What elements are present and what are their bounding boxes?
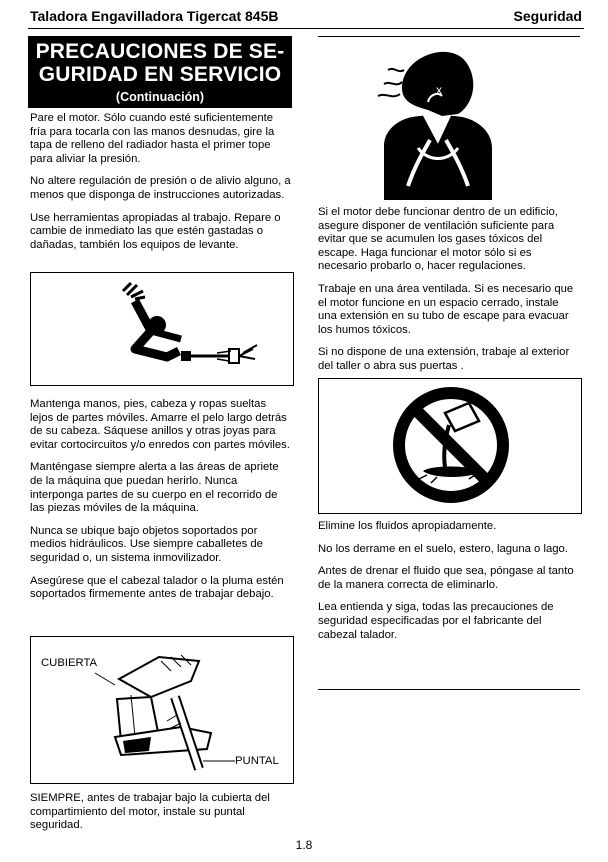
paragraph-support: Asegúrese que el cabezal talador o la pluma estén soportados firmemente antes de trabajar debajo.	[30, 574, 284, 601]
paragraph-pinch-points: Manténgase siempre alerta a las áreas de apriete de la máquina que puedan herirlo. Nunca interponga partes de su cuerpo en el recorrido de las piezas móviles de la máquina.	[30, 461, 279, 515]
paragraph-loose-clothing: Mantenga manos, pies, cabeza y ropas sueltas lejos de partes móviles. Amarre el pelo largo detrás de su cabeza. Sáquese anillos y otras joyas para evitar cortocircuitos y/o enredos con partes móviles.	[30, 398, 290, 451]
paragraph-hydraulics: Nunca se ubique bajo objetos soportados por medios hidráulicos. Use siempre caballetes de seguridad o, un sistema inmovilizador.	[30, 524, 263, 564]
right-column-lower	[318, 520, 580, 651]
paragraph-tools: Use herramientas apropiadas al trabajo. Repare o cambie de inmediato las que estén gastadas o dañadas, también los equipos de levante.	[30, 211, 281, 251]
label-cubierta: CUBIERTA	[41, 657, 98, 669]
right-column-upper	[318, 206, 580, 383]
section-title-line-1: PRECAUCIONES DE SE-	[35, 40, 285, 63]
left-column-middle	[30, 398, 292, 611]
entanglement-icon	[31, 273, 293, 385]
paragraph-before-draining: Antes de drenar el fluido que sea, póngase al tanto de la manera correcta de eliminarlo.	[318, 565, 574, 591]
paragraph-read-follow: Lea entienda y siga, todas las precauciones de seguridad especificadas por el fabricante del cabezal talador.	[318, 601, 554, 641]
section-title-box	[28, 36, 292, 108]
paragraph-dispose-fluids: Elimine los fluidos apropiadamente.	[318, 520, 497, 532]
entanglement-warning-figure	[30, 272, 294, 386]
toxic-fumes-figure	[318, 36, 580, 200]
left-column-upper	[30, 112, 292, 261]
document-title: Taladora Engavilladora Tigercat 845B	[30, 8, 279, 24]
fluid-disposal-figure	[318, 378, 582, 514]
cover-prop-figure	[30, 636, 294, 784]
toxic-fumes-icon	[318, 36, 580, 200]
page-number: 1.8	[295, 838, 313, 852]
paragraph-pressure: No altere regulación de presión o de alivio alguno, a menos que disponga de instrucciones autorizadas.	[30, 175, 291, 201]
paragraph-radiator: Pare el motor. Sólo cuando esté suficientemente fría para tocarla con las manos desnudas, gire la tapa de relleno del radiador hasta el primer tope para aliviar la presión.	[30, 112, 275, 165]
page-header	[28, 6, 584, 29]
section-title-line-2: GURIDAD EN SERVICIO	[38, 63, 282, 86]
paragraph-indoor-engine: Si el motor debe funcionar dentro de un edificio, asegure disponer de ventilación suficiente para evitar que se acumulen los gases tóxicos del escape. Haga funcionar el motor sólo si es necesario probarlo o, hacer regulaciones.	[318, 206, 558, 273]
no-dumping-icon	[319, 379, 581, 513]
paragraph-no-spill: No los derrame en el suelo, estero, laguna o lago.	[318, 542, 568, 555]
paragraph-ventilated-area: Trabaje en una área ventilada. Si es necesario que el motor funcione en un espacio cerrado, instale una extensión en su tubo de escape para evacuar los humos tóxicos.	[318, 282, 574, 336]
svg-text:x: x	[436, 83, 442, 97]
label-puntal: PUNTAL	[235, 755, 279, 767]
section-name: Seguridad	[513, 8, 582, 24]
left-column-lower	[30, 792, 292, 842]
right-bottom-rule	[318, 689, 580, 690]
section-subtitle: (Continuación)	[115, 90, 205, 104]
paragraph-always-prop: SIEMPRE, antes de trabajar bajo la cubierta del compartimiento del motor, instale su puntal seguridad.	[30, 792, 270, 832]
paragraph-no-extension: Si no dispone de una extensión, trabaje al exterior del taller o abra sus puertas .	[318, 346, 570, 372]
